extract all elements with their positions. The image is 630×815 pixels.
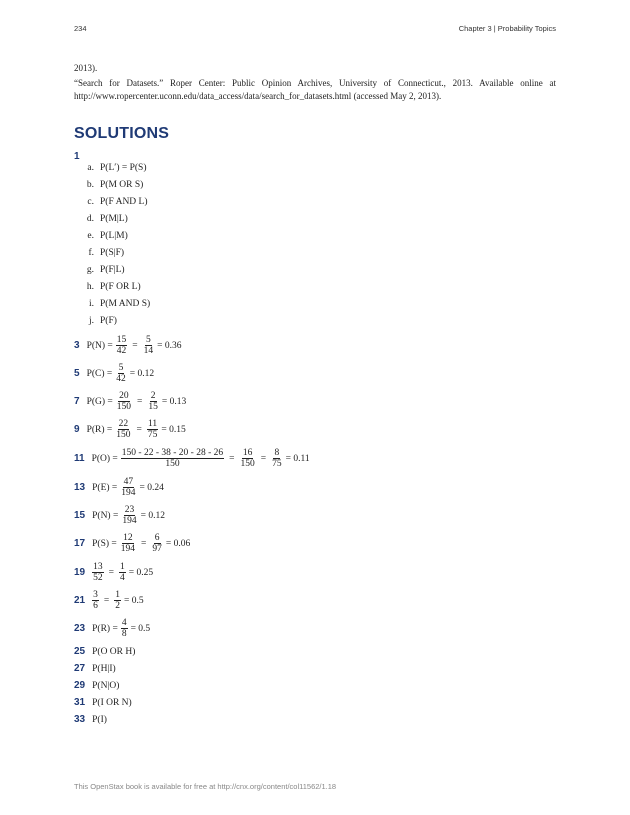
solutions-heading: SOLUTIONS bbox=[74, 125, 170, 142]
solution-number: 15 bbox=[74, 510, 86, 521]
item-letter: f. bbox=[88, 248, 94, 258]
item-text: P(F|L) bbox=[100, 265, 125, 275]
result: = 0.25 bbox=[128, 567, 154, 578]
solution-number: 17 bbox=[74, 538, 86, 549]
solution-number: 13 bbox=[74, 482, 86, 493]
item-text: P(F) bbox=[100, 316, 117, 326]
item-text: P(M OR S) bbox=[100, 180, 144, 190]
lhs: P(G) = bbox=[86, 396, 113, 407]
item-letter: e. bbox=[87, 231, 94, 241]
fraction: $\frac{2}{15}$ bbox=[148, 391, 158, 412]
item-text: P(M|L) bbox=[100, 214, 128, 224]
fraction: $\frac{4}{8}$ bbox=[121, 618, 127, 639]
solution-17: 17 P(S) = $\frac{12}{194}$ = $\frac{6}{97}$ = 0.06 bbox=[74, 533, 191, 554]
solution-1-item bbox=[80, 299, 150, 309]
fraction: $\frac{8}{75}$ bbox=[272, 448, 282, 469]
fraction: $\frac{3}{6}$ bbox=[93, 590, 98, 611]
item-text: P(F AND L) bbox=[100, 197, 148, 207]
lhs: P(S) = bbox=[92, 538, 117, 549]
fraction: $\frac{5}{42}$ bbox=[116, 363, 126, 384]
fraction: $\frac{15}{42}$ bbox=[116, 335, 127, 356]
fraction: $\frac{150 - 22 - 38 - 20 - 28 - 26}{150}$ bbox=[121, 448, 224, 469]
item-letter: g. bbox=[86, 265, 94, 275]
solution-1-item bbox=[80, 282, 141, 292]
solution-13 bbox=[74, 477, 164, 498]
solution-33 bbox=[74, 714, 107, 725]
result: = 0.5 bbox=[123, 595, 144, 606]
solution-number: 29 bbox=[74, 680, 86, 691]
fraction: $\frac{11}{75}$ bbox=[147, 419, 158, 440]
solution-3: 3 P(N) = $\frac{15}{42}$ = $\frac{5}{14}$ = 0.36 bbox=[74, 335, 182, 356]
result: = 0.36 bbox=[157, 340, 182, 351]
fraction: $\frac{6}{97}$ bbox=[152, 533, 162, 554]
solution-1-item bbox=[80, 180, 143, 190]
solution-number: 5 bbox=[74, 368, 80, 379]
chapter-header: Chapter 3 | Probability Topics bbox=[458, 24, 556, 33]
fraction: $\frac{20}{150}$ bbox=[116, 391, 132, 412]
solution-number: 25 bbox=[74, 646, 86, 657]
solution-number: 3 bbox=[74, 340, 80, 351]
result: = 0.13 bbox=[161, 396, 187, 407]
fraction: $\frac{47}{194}$ bbox=[121, 477, 136, 498]
solution-number: 27 bbox=[74, 663, 86, 674]
solution-31 bbox=[74, 697, 132, 708]
solution-27 bbox=[74, 663, 116, 674]
lhs: P(R) = bbox=[92, 623, 118, 634]
solution-number: 31 bbox=[74, 697, 86, 708]
result: = 0.12 bbox=[129, 368, 155, 379]
fraction: $\frac{13}{52}$ bbox=[93, 562, 103, 583]
result: = 0.5 bbox=[130, 623, 151, 634]
lhs: P(N) = bbox=[86, 340, 113, 351]
result: = 0.15 bbox=[161, 424, 186, 435]
fraction: $\frac{22}{150}$ bbox=[116, 419, 131, 440]
solution-1-item bbox=[80, 316, 117, 326]
solution-23 bbox=[74, 618, 150, 639]
solution-number: 7 bbox=[74, 396, 80, 407]
lhs: P(O) = bbox=[91, 453, 118, 464]
item-text: P(F OR L) bbox=[100, 282, 141, 292]
page-number: 234 bbox=[74, 24, 87, 33]
solution-1-item bbox=[80, 214, 128, 224]
result: = 0.12 bbox=[140, 510, 165, 521]
fraction: $\frac{12}{194}$ bbox=[120, 533, 136, 554]
solution-number: 23 bbox=[74, 623, 86, 634]
footer-availability-note: This OpenStax book is available for free at http://cnx.org/content/col11562/1.18 bbox=[74, 782, 337, 791]
solution-15 bbox=[74, 505, 165, 526]
item-text: P(L′) = P(S) bbox=[100, 163, 147, 173]
solution-5 bbox=[74, 363, 154, 384]
solution-25 bbox=[74, 646, 135, 657]
item-letter: c. bbox=[87, 197, 94, 207]
solution-29 bbox=[74, 680, 119, 691]
solution-7: 7 P(G) = $\frac{20}{150}$ = $\frac{2}{15}$ = 0.13 bbox=[74, 391, 187, 412]
item-letter: j. bbox=[88, 316, 94, 326]
lhs: P(C) = bbox=[86, 368, 113, 379]
lhs: P(R) = bbox=[86, 424, 113, 435]
item-letter: a. bbox=[87, 163, 94, 173]
solution-9: 9 P(R) = $\frac{22}{150}$ = $\frac{11}{75}$ = 0.15 bbox=[74, 419, 186, 440]
fraction: $\frac{1}{2}$ bbox=[115, 590, 120, 611]
solution-19: 19 $\frac{13}{52}$ = $\frac{1}{4}$ = 0.25 bbox=[74, 562, 154, 583]
fraction: $\frac{1}{4}$ bbox=[119, 562, 125, 583]
item-letter: i. bbox=[88, 299, 94, 309]
item-letter: h. bbox=[86, 282, 94, 292]
answer: P(O OR H) bbox=[92, 646, 136, 657]
item-text: P(S|F) bbox=[100, 248, 125, 258]
lhs: P(N) = bbox=[92, 510, 119, 521]
result: = 0.24 bbox=[139, 482, 164, 493]
answer: P(H|I) bbox=[92, 663, 116, 674]
result: = 0.06 bbox=[165, 538, 191, 549]
fraction: $\frac{23}{194}$ bbox=[122, 505, 137, 526]
solution-number: 11 bbox=[74, 453, 85, 464]
solution-1-item bbox=[80, 231, 128, 241]
answer: P(I OR N) bbox=[92, 697, 132, 708]
answer: P(I) bbox=[92, 714, 107, 725]
fraction: $\frac{5}{14}$ bbox=[143, 335, 154, 356]
solution-11: 11 P(O) = $\frac{150 - 22 - 38 - 20 - 28 - 26}{150}$ = $\frac{16}{150}$ = $\frac{8}{75}$ = 0.11 bbox=[74, 448, 310, 469]
fraction: $\frac{16}{150}$ bbox=[240, 448, 255, 469]
solution-number: 19 bbox=[74, 567, 86, 578]
solution-1-item bbox=[80, 248, 124, 258]
solution-1-item bbox=[80, 265, 125, 275]
item-letter: d. bbox=[86, 214, 94, 224]
lhs: P(E) = bbox=[92, 482, 118, 493]
item-letter: b. bbox=[86, 180, 94, 190]
solution-number: 33 bbox=[74, 714, 86, 725]
solution-1-item bbox=[80, 163, 147, 173]
solution-number-1: 1 bbox=[74, 151, 80, 162]
item-text: P(M AND S) bbox=[100, 299, 151, 309]
answer: P(N|O) bbox=[92, 680, 120, 691]
solution-number: 21 bbox=[74, 595, 86, 606]
reference-paragraph: “Search for Datasets.” Roper Center: Public Opinion Archives, University of Connecticut., 2013. Available online at http://www.ropercenter.uconn.edu/data_access/data/search_for_datasets.html (accessed May 2, 2013). bbox=[74, 78, 556, 101]
solution-21: 21 $\frac{3}{6}$ = $\frac{1}{2}$ = 0.5 bbox=[74, 590, 144, 611]
reference-line: 2013). bbox=[74, 63, 98, 73]
item-text: P(L|M) bbox=[100, 231, 128, 241]
solution-number: 9 bbox=[74, 424, 80, 435]
result: = 0.11 bbox=[285, 453, 310, 464]
solution-1-item bbox=[80, 197, 148, 207]
